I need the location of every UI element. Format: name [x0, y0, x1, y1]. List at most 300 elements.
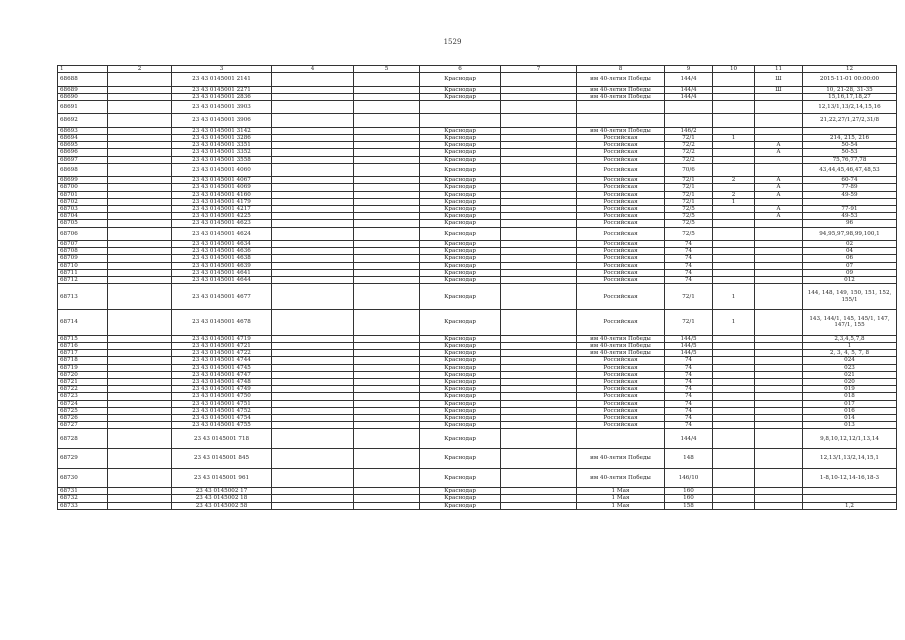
table-cell-col-12: 09 — [803, 269, 897, 276]
table-cell-col-11: А — [755, 177, 803, 184]
table-cell-col-7 — [501, 255, 577, 262]
table-cell-col-1: 68701 — [58, 191, 108, 198]
table-cell-col-6: Краснодар — [420, 415, 501, 422]
table-cell-col-12: 50-54 — [803, 142, 897, 149]
table-cell-col-11: Ш — [755, 86, 803, 93]
table-cell-col-6: Краснодар — [420, 335, 501, 342]
table-cell-col-9 — [665, 114, 713, 127]
table-cell-col-6: Краснодар — [420, 156, 501, 163]
table-cell-col-8: 1 Мая — [577, 488, 665, 495]
table-cell-col-11 — [755, 277, 803, 284]
table-cell-col-9: 74 — [665, 422, 713, 429]
table-cell-col-10 — [713, 502, 755, 509]
table-cell-col-5 — [354, 93, 420, 100]
table-cell-col-12: 49-53 — [803, 213, 897, 220]
table-cell-col-6 — [420, 101, 501, 114]
table-row — [58, 415, 897, 422]
table-cell-col-2 — [108, 502, 172, 509]
table-cell-col-6: Краснодар — [420, 127, 501, 134]
table-cell-col-3: 23 43 0145001 4744 — [172, 357, 272, 364]
table-cell-col-3: 23 43 0145001 4751 — [172, 400, 272, 407]
table-row — [58, 379, 897, 386]
table-cell-col-5 — [354, 277, 420, 284]
table-cell-col-6: Краснодар — [420, 93, 501, 100]
table-cell-col-1: 68692 — [58, 114, 108, 127]
table-cell-col-4 — [272, 86, 354, 93]
table-cell-col-1: 68705 — [58, 220, 108, 227]
table-cell-col-11 — [755, 468, 803, 488]
table-cell-col-3: 23 43 0145001 3142 — [172, 127, 272, 134]
table-cell-col-9 — [665, 101, 713, 114]
table-cell-col-2 — [108, 335, 172, 342]
table-cell-col-1: 68720 — [58, 371, 108, 378]
table-cell-col-1: 68702 — [58, 198, 108, 205]
page-number: 1529 — [443, 38, 462, 46]
table-cell-col-3: 23 43 0145001 4677 — [172, 284, 272, 310]
table-cell-col-8: Российская — [577, 220, 665, 227]
table-cell-col-8: Российская — [577, 241, 665, 248]
table-cell-col-6: Краснодар — [420, 310, 501, 336]
table-cell-col-7 — [501, 163, 577, 176]
table-cell-col-3: 23 43 0145001 4067 — [172, 177, 272, 184]
table-cell-col-10 — [713, 142, 755, 149]
table-cell-col-1: 68731 — [58, 488, 108, 495]
table-cell-col-8: Российская — [577, 206, 665, 213]
header-cell-9: 9 — [665, 66, 713, 73]
table-cell-col-12: 014 — [803, 415, 897, 422]
table-cell-col-7 — [501, 227, 577, 240]
table-cell-col-12 — [803, 198, 897, 205]
table-cell-col-12 — [803, 127, 897, 134]
table-cell-col-4 — [272, 73, 354, 86]
table-cell-col-8: им 40-летия Победы — [577, 86, 665, 93]
table-cell-col-10 — [713, 269, 755, 276]
table-cell-col-4 — [272, 371, 354, 378]
table-cell-col-8: Российская — [577, 149, 665, 156]
table-cell-col-12: 143, 144/1, 145, 145/1, 147, 147/1, 155 — [803, 310, 897, 336]
table-cell-col-1: 68718 — [58, 357, 108, 364]
table-cell-col-3: 23 43 0145001 3286 — [172, 134, 272, 141]
table-cell-col-12: 21,22,27/1,27/2,31/8 — [803, 114, 897, 127]
table-cell-col-4 — [272, 386, 354, 393]
table-cell-col-5 — [354, 449, 420, 469]
table-row — [58, 393, 897, 400]
table-cell-col-11 — [755, 198, 803, 205]
table-cell-col-4 — [272, 393, 354, 400]
table-cell-col-3: 23 43 0145001 3351 — [172, 142, 272, 149]
table-cell-col-10 — [713, 488, 755, 495]
table-cell-col-7 — [501, 310, 577, 336]
table-cell-col-4 — [272, 284, 354, 310]
table-cell-col-6: Краснодар — [420, 73, 501, 86]
table-cell-col-5 — [354, 191, 420, 198]
table-cell-col-8: им 40-летия Победы — [577, 343, 665, 350]
table-cell-col-5 — [354, 400, 420, 407]
table-cell-col-1: 68697 — [58, 156, 108, 163]
table-cell-col-7 — [501, 449, 577, 469]
table-row — [58, 156, 897, 163]
table-cell-col-2 — [108, 86, 172, 93]
table-cell-col-1: 68727 — [58, 422, 108, 429]
table-cell-col-5 — [354, 364, 420, 371]
table-cell-col-9: 72/1 — [665, 184, 713, 191]
table-cell-col-10 — [713, 73, 755, 86]
table-cell-col-4 — [272, 156, 354, 163]
table-cell-col-12: 017 — [803, 400, 897, 407]
header-cell-7: 7 — [501, 66, 577, 73]
table-row — [58, 400, 897, 407]
table-cell-col-6: Краснодар — [420, 255, 501, 262]
table-cell-col-6: Краснодар — [420, 149, 501, 156]
table-row — [58, 86, 897, 93]
table-cell-col-8: им 40-летия Победы — [577, 335, 665, 342]
table-cell-col-11 — [755, 241, 803, 248]
table-row — [58, 350, 897, 357]
table-cell-col-12: 60-74 — [803, 177, 897, 184]
table-cell-col-12: 96 — [803, 220, 897, 227]
table-cell-col-12: 024 — [803, 357, 897, 364]
table-cell-col-3: 23 43 0145002 17 — [172, 488, 272, 495]
table-cell-col-9: 74 — [665, 371, 713, 378]
table-cell-col-5 — [354, 495, 420, 502]
table-cell-col-6: Краснодар — [420, 269, 501, 276]
table-cell-col-3: 23 43 0145001 2271 — [172, 86, 272, 93]
table-cell-col-8: Российская — [577, 269, 665, 276]
table-cell-col-1: 68698 — [58, 163, 108, 176]
table-cell-col-3: 23 43 0145001 845 — [172, 449, 272, 469]
table-cell-col-4 — [272, 206, 354, 213]
table-cell-col-1: 68707 — [58, 241, 108, 248]
table-cell-col-9: 72/5 — [665, 206, 713, 213]
table-cell-col-5 — [354, 422, 420, 429]
table-cell-col-11: А — [755, 184, 803, 191]
table-cell-col-12: 1,2 — [803, 502, 897, 509]
table-cell-col-5 — [354, 142, 420, 149]
table-cell-col-5 — [354, 343, 420, 350]
table-cell-col-4 — [272, 127, 354, 134]
table-cell-col-2 — [108, 163, 172, 176]
table-cell-col-8: Российская — [577, 379, 665, 386]
table-cell-col-8 — [577, 114, 665, 127]
header-cell-11: 11 — [755, 66, 803, 73]
table-cell-col-2 — [108, 177, 172, 184]
table-cell-col-9: 144/4 — [665, 429, 713, 449]
table-cell-col-8: Российская — [577, 248, 665, 255]
table-cell-col-12: 04 — [803, 248, 897, 255]
table-cell-col-9: 72/2 — [665, 149, 713, 156]
table-cell-col-7 — [501, 73, 577, 86]
table-cell-col-7 — [501, 343, 577, 350]
table-cell-col-1: 68714 — [58, 310, 108, 336]
table-cell-col-8: Российская — [577, 364, 665, 371]
table-cell-col-6: Краснодар — [420, 198, 501, 205]
table-cell-col-10: 1 — [713, 310, 755, 336]
table-cell-col-11 — [755, 163, 803, 176]
table-cell-col-1: 68708 — [58, 248, 108, 255]
table-cell-col-8: Российская — [577, 371, 665, 378]
table-cell-col-2 — [108, 241, 172, 248]
table-cell-col-7 — [501, 364, 577, 371]
table-cell-col-1: 68730 — [58, 468, 108, 488]
table-cell-col-10: 2 — [713, 191, 755, 198]
table-cell-col-12: 9,8,10,12,12/1,13,14 — [803, 429, 897, 449]
table-cell-col-4 — [272, 335, 354, 342]
table-cell-col-3: 23 43 0145001 3558 — [172, 156, 272, 163]
table-cell-col-6: Краснодар — [420, 277, 501, 284]
table-cell-col-5 — [354, 379, 420, 386]
table-row — [58, 191, 897, 198]
table-cell-col-9: 146/10 — [665, 468, 713, 488]
table-cell-col-1: 68693 — [58, 127, 108, 134]
table-cell-col-9: 72/1 — [665, 310, 713, 336]
table-cell-col-11 — [755, 371, 803, 378]
table-cell-col-10 — [713, 262, 755, 269]
table-cell-col-8: Российская — [577, 142, 665, 149]
table-cell-col-7 — [501, 191, 577, 198]
table-cell-col-1: 68688 — [58, 73, 108, 86]
table-cell-col-11 — [755, 495, 803, 502]
table-cell-col-8: им 40-летия Победы — [577, 350, 665, 357]
table-row — [58, 407, 897, 414]
table-cell-col-6: Краснодар — [420, 407, 501, 414]
table-cell-col-3: 23 43 0145001 961 — [172, 468, 272, 488]
table-cell-col-5 — [354, 350, 420, 357]
table-cell-col-5 — [354, 177, 420, 184]
table-cell-col-4 — [272, 248, 354, 255]
table-cell-col-3: 23 43 0145001 4225 — [172, 213, 272, 220]
table-cell-col-7 — [501, 357, 577, 364]
table-cell-col-5 — [354, 415, 420, 422]
table-cell-col-9: 74 — [665, 277, 713, 284]
table-row — [58, 184, 897, 191]
table-cell-col-5 — [354, 213, 420, 220]
table-cell-col-4 — [272, 364, 354, 371]
table-cell-col-11 — [755, 449, 803, 469]
table-cell-col-6: Краснодар — [420, 163, 501, 176]
table-cell-col-7 — [501, 127, 577, 134]
table-cell-col-12: 214, 215, 216 — [803, 134, 897, 141]
table-cell-col-7 — [501, 350, 577, 357]
table-cell-col-1: 68732 — [58, 495, 108, 502]
table-row — [58, 101, 897, 114]
table-row — [58, 449, 897, 469]
table-cell-col-6: Краснодар — [420, 502, 501, 509]
table-cell-col-8: Российская — [577, 386, 665, 393]
table-cell-col-4 — [272, 502, 354, 509]
table-cell-col-12: 77-89 — [803, 184, 897, 191]
table-cell-col-5 — [354, 220, 420, 227]
table-cell-col-4 — [272, 449, 354, 469]
table-cell-col-4 — [272, 184, 354, 191]
table-cell-col-9: 144/5 — [665, 350, 713, 357]
table-cell-col-3: 23 43 0145001 4749 — [172, 386, 272, 393]
table-cell-col-11 — [755, 379, 803, 386]
table-cell-col-6: Краснодар — [420, 350, 501, 357]
table-cell-col-10 — [713, 156, 755, 163]
table-cell-col-9: 144/5 — [665, 335, 713, 342]
table-cell-col-3: 23 43 0145001 4217 — [172, 206, 272, 213]
table-cell-col-4 — [272, 241, 354, 248]
table-header-row — [58, 66, 897, 73]
table-body — [58, 73, 897, 510]
table-cell-col-4 — [272, 134, 354, 141]
table-row — [58, 198, 897, 205]
table-cell-col-4 — [272, 468, 354, 488]
table-cell-col-4 — [272, 407, 354, 414]
table-cell-col-2 — [108, 468, 172, 488]
table-cell-col-1: 68709 — [58, 255, 108, 262]
table-row — [58, 127, 897, 134]
table-cell-col-11 — [755, 127, 803, 134]
table-cell-col-11 — [755, 400, 803, 407]
table-row — [58, 114, 897, 127]
table-row — [58, 284, 897, 310]
table-cell-col-6: Краснодар — [420, 220, 501, 227]
table-cell-col-7 — [501, 393, 577, 400]
table-cell-col-9: 74 — [665, 248, 713, 255]
table-cell-col-12: 1-8,10-12,14-16,18-3 — [803, 468, 897, 488]
table-cell-col-4 — [272, 142, 354, 149]
table-cell-col-11 — [755, 415, 803, 422]
table-cell-col-12: 2, 3, 4, 5, 7, 8 — [803, 350, 897, 357]
table-cell-col-6 — [420, 114, 501, 127]
table-cell-col-1: 68724 — [58, 400, 108, 407]
table-cell-col-12: 012 — [803, 277, 897, 284]
table-cell-col-10 — [713, 86, 755, 93]
table-cell-col-8: 1 Мая — [577, 495, 665, 502]
table-cell-col-10 — [713, 407, 755, 414]
table-cell-col-11 — [755, 93, 803, 100]
table-cell-col-5 — [354, 488, 420, 495]
table-cell-col-5 — [354, 206, 420, 213]
header-cell-2: 2 — [108, 66, 172, 73]
table-row — [58, 502, 897, 509]
table-row — [58, 429, 897, 449]
table-cell-col-2 — [108, 220, 172, 227]
table-row — [58, 255, 897, 262]
table-cell-col-8: Российская — [577, 400, 665, 407]
table-cell-col-9: 144/4 — [665, 73, 713, 86]
table-cell-col-8: Российская — [577, 156, 665, 163]
header-cell-1: 1 — [58, 66, 108, 73]
table-cell-col-6: Краснодар — [420, 134, 501, 141]
table-cell-col-8: Российская — [577, 310, 665, 336]
table-cell-col-11 — [755, 429, 803, 449]
table-cell-col-10 — [713, 393, 755, 400]
table-cell-col-2 — [108, 284, 172, 310]
table-cell-col-5 — [354, 386, 420, 393]
table-cell-col-11: А — [755, 142, 803, 149]
table-cell-col-9: 74 — [665, 357, 713, 364]
table-cell-col-11 — [755, 101, 803, 114]
table-cell-col-10 — [713, 364, 755, 371]
table-cell-col-2 — [108, 269, 172, 276]
table-cell-col-3: 23 43 0145001 4644 — [172, 277, 272, 284]
table-cell-col-8: 1 Мая — [577, 502, 665, 509]
table-cell-col-3: 23 43 0145001 4722 — [172, 350, 272, 357]
table-cell-col-1: 68733 — [58, 502, 108, 509]
table-cell-col-6: Краснодар — [420, 429, 501, 449]
table-cell-col-5 — [354, 127, 420, 134]
table-cell-col-1: 68710 — [58, 262, 108, 269]
table-cell-col-3: 23 43 0145002 18 — [172, 495, 272, 502]
table-cell-col-3: 23 43 0145001 3352 — [172, 149, 272, 156]
table-cell-col-10 — [713, 127, 755, 134]
table-cell-col-4 — [272, 163, 354, 176]
table-cell-col-5 — [354, 227, 420, 240]
table-cell-col-7 — [501, 156, 577, 163]
table-cell-col-11 — [755, 114, 803, 127]
table-cell-col-6: Краснодар — [420, 468, 501, 488]
table-cell-col-5 — [354, 149, 420, 156]
table-cell-col-8 — [577, 101, 665, 114]
table-cell-col-1: 68712 — [58, 277, 108, 284]
table-cell-col-12: 020 — [803, 379, 897, 386]
header-cell-6: 6 — [420, 66, 501, 73]
table-cell-col-2 — [108, 343, 172, 350]
table-cell-col-3: 23 43 0145001 3903 — [172, 101, 272, 114]
table-cell-col-6: Краснодар — [420, 142, 501, 149]
table-cell-col-8: Российская — [577, 184, 665, 191]
table-cell-col-12: 10, 21-28, 31-35 — [803, 86, 897, 93]
table-row — [58, 177, 897, 184]
table-cell-col-11 — [755, 357, 803, 364]
table-cell-col-3: 23 43 0145001 4747 — [172, 371, 272, 378]
table-cell-col-1: 68725 — [58, 407, 108, 414]
table-cell-col-2 — [108, 134, 172, 141]
table-cell-col-5 — [354, 262, 420, 269]
table-cell-col-12: 144, 148, 149, 150, 151, 152, 155/1 — [803, 284, 897, 310]
table-cell-col-10 — [713, 415, 755, 422]
table-cell-col-10 — [713, 277, 755, 284]
table-cell-col-11 — [755, 227, 803, 240]
header-cell-3: 3 — [172, 66, 272, 73]
table-cell-col-2 — [108, 393, 172, 400]
table-cell-col-10 — [713, 114, 755, 127]
table-cell-col-9: 148 — [665, 449, 713, 469]
table-cell-col-2 — [108, 449, 172, 469]
table-cell-col-7 — [501, 502, 577, 509]
table-cell-col-3: 23 43 0145001 718 — [172, 429, 272, 449]
table-cell-col-2 — [108, 191, 172, 198]
table-cell-col-9: 72/5 — [665, 227, 713, 240]
table-cell-col-11 — [755, 310, 803, 336]
table-cell-col-3: 23 43 0145001 2141 — [172, 73, 272, 86]
table-cell-col-4 — [272, 429, 354, 449]
table-cell-col-10 — [713, 343, 755, 350]
table-cell-col-1: 68689 — [58, 86, 108, 93]
table-row — [58, 495, 897, 502]
table-cell-col-11: Ш — [755, 73, 803, 86]
table-cell-col-1: 68721 — [58, 379, 108, 386]
table-cell-col-6: Краснодар — [420, 393, 501, 400]
table-row — [58, 227, 897, 240]
table-cell-col-1: 68696 — [58, 149, 108, 156]
table-cell-col-12: 016 — [803, 407, 897, 414]
header-cell-12: 12 — [803, 66, 897, 73]
table-cell-col-9: 72/1 — [665, 134, 713, 141]
table-cell-col-2 — [108, 255, 172, 262]
table-cell-col-4 — [272, 191, 354, 198]
table-cell-col-5 — [354, 73, 420, 86]
table-cell-col-2 — [108, 114, 172, 127]
table-cell-col-6: Краснодар — [420, 227, 501, 240]
table-cell-col-2 — [108, 488, 172, 495]
table-cell-col-2 — [108, 429, 172, 449]
table-cell-col-11 — [755, 248, 803, 255]
table-cell-col-5 — [354, 134, 420, 141]
table-cell-col-3: 23 43 0145001 4634 — [172, 241, 272, 248]
